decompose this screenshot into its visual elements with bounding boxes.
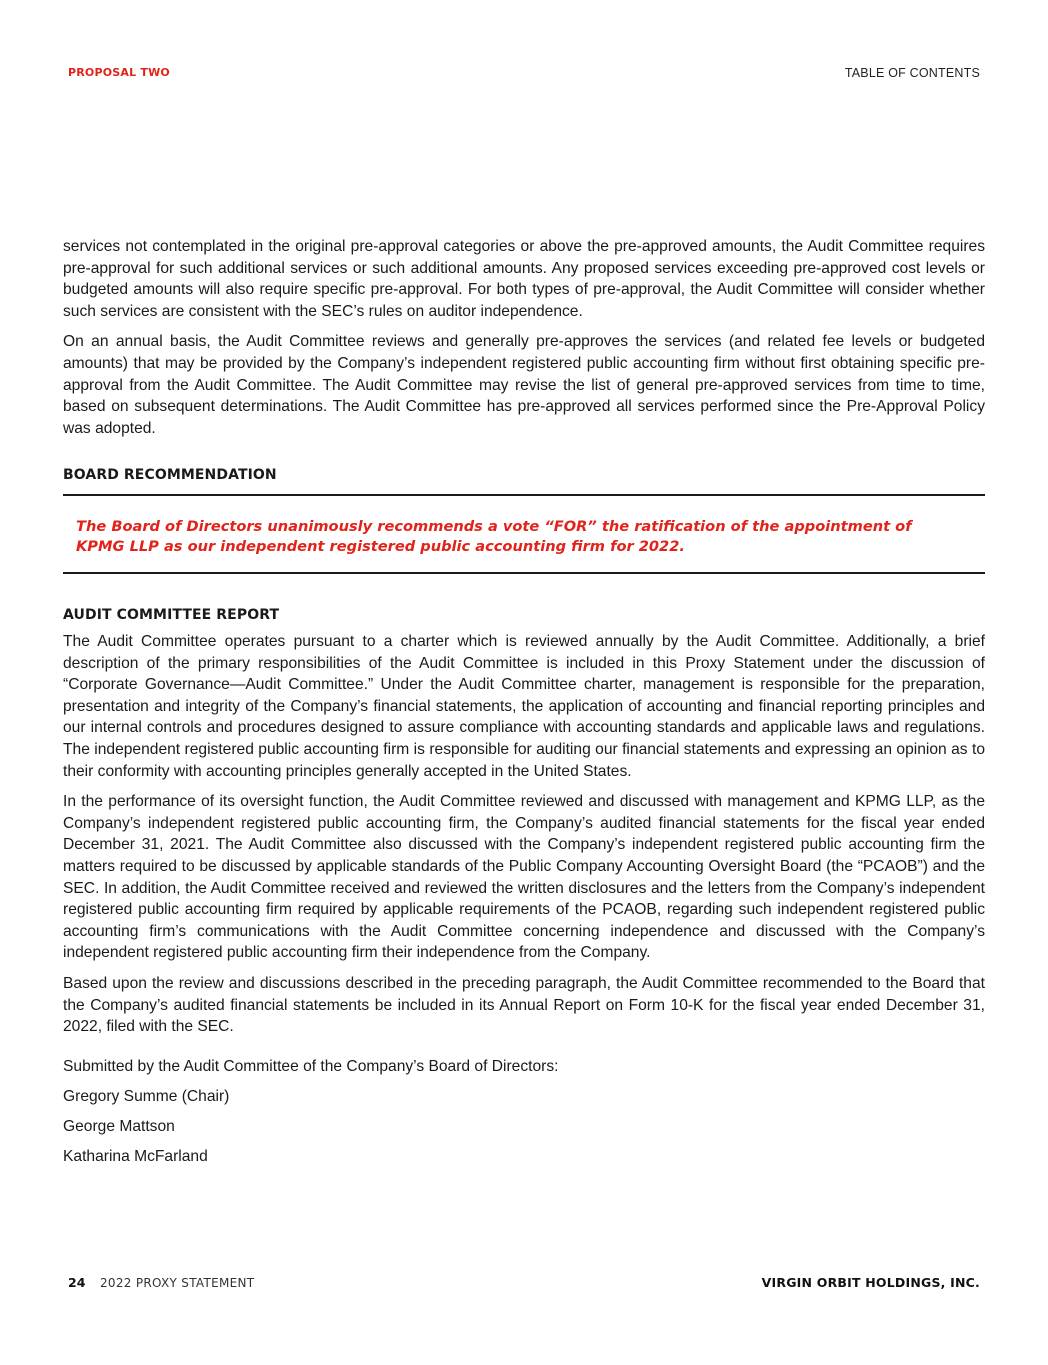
recommendation-text: The Board of Directors unanimously recommends a vote “FOR” the ratification of the appointment of KPMG LLP as our independent registered public accounting firm for 2022. — [76, 518, 912, 555]
page-footer — [68, 1275, 980, 1293]
committee-member: Katharina McFarland — [63, 1148, 208, 1165]
report-paragraph: In the performance of its oversight function, the Audit Committee reviewed and discussed with management and KPMG LLP, as the Company’s independent registered public accounting firm, the Company’s audited financial statements for the fiscal year ended December 31, 2021. The Audit Committee also discussed with the Company’s independent registered public accounting firm the matters required to be discussed by applicable standards of the Public Company Accounting Oversight Board (the “PCAOB”) and the SEC. In addition, the Audit Committee received and reviewed the written disclosures and the letters from the Company’s independent registered public accounting firm required by applicable requirements of the PCAOB, regarding such independent registered public accounting firm’s communications with the Audit Committee concerning independence and discussed with the Company’s independent registered public accounting firm their independence from the Company. — [63, 793, 985, 962]
audit-report-body — [63, 631, 985, 1038]
intro-paragraph: services not contemplated in the original pre-approval categories or above the pre-approved amounts, the Audit Committee requires pre-approval for such additional services or such additional amounts. Any proposed services exceeding pre-approved cost levels or budgeted amounts will also require specific pre-approval. For both types of pre-approval, the Audit Committee will consider whether such services are consistent with the SEC’s rules on auditor independence. — [63, 238, 985, 320]
table-of-contents-link[interactable]: TABLE OF CONTENTS — [844, 66, 980, 80]
board-recommendation-section — [63, 467, 985, 483]
signature-block — [63, 1056, 985, 1168]
report-paragraph: The Audit Committee operates pursuant to a charter which is reviewed annually by the Audit Committee. Additionally, a brief description of the primary responsibilities of the Audit Committee is included in this Proxy Statement under the discussion of “Corporate Governance—Audit Committee.” Under the Audit Committee charter, management is responsible for the preparation, presentation and integrity of the Company’s financial statements, the application of accounting and financial reporting principles and our internal controls and procedures designed to assure compliance with accounting standards and applicable laws and regulations. The independent registered public accounting firm is responsible for auditing our financial statements and expressing an opinion as to their conformity with accounting principles generally accepted in the United States. — [63, 633, 985, 780]
committee-member: Gregory Summe (Chair) — [63, 1088, 230, 1105]
board-recommendation-heading: BOARD RECOMMENDATION — [63, 467, 277, 483]
committee-member: George Mattson — [63, 1118, 175, 1135]
report-paragraph: Based upon the review and discussions described in the preceding paragraph, the Audit Committee recommended to the Board that the Company’s audited financial statements be included in its Annual Report on Form 10-K for the fiscal year ended December 31, 2022, filed with the SEC. — [63, 974, 985, 1036]
audit-committee-report-heading: AUDIT COMMITTEE REPORT — [63, 607, 280, 623]
intro-section — [63, 236, 985, 439]
intro-paragraph: On an annual basis, the Audit Committee reviews and generally pre-approves the services (and related fee levels or budgeted amounts) that may be provided by the Company’s independent registered public accounting firm without first obtaining specific pre-approval from the Audit Committee. The Audit Committee may revise the list of general pre-approved services from time to time, based on subsequent determinations. The Audit Committee has pre-approved all services performed since the Pre-Approval Policy was adopted. — [63, 333, 985, 437]
recommendation-box — [63, 494, 985, 574]
signature-intro: Submitted by the Audit Committee of the Company’s Board of Directors: — [63, 1058, 559, 1075]
company-name: VIRGIN ORBIT HOLDINGS, INC. — [761, 1275, 980, 1290]
document-title: 2022 PROXY STATEMENT — [100, 1276, 255, 1290]
page-number: 24 — [68, 1275, 86, 1290]
audit-committee-report-section — [63, 607, 985, 623]
section-label: PROPOSAL TWO — [68, 66, 170, 79]
